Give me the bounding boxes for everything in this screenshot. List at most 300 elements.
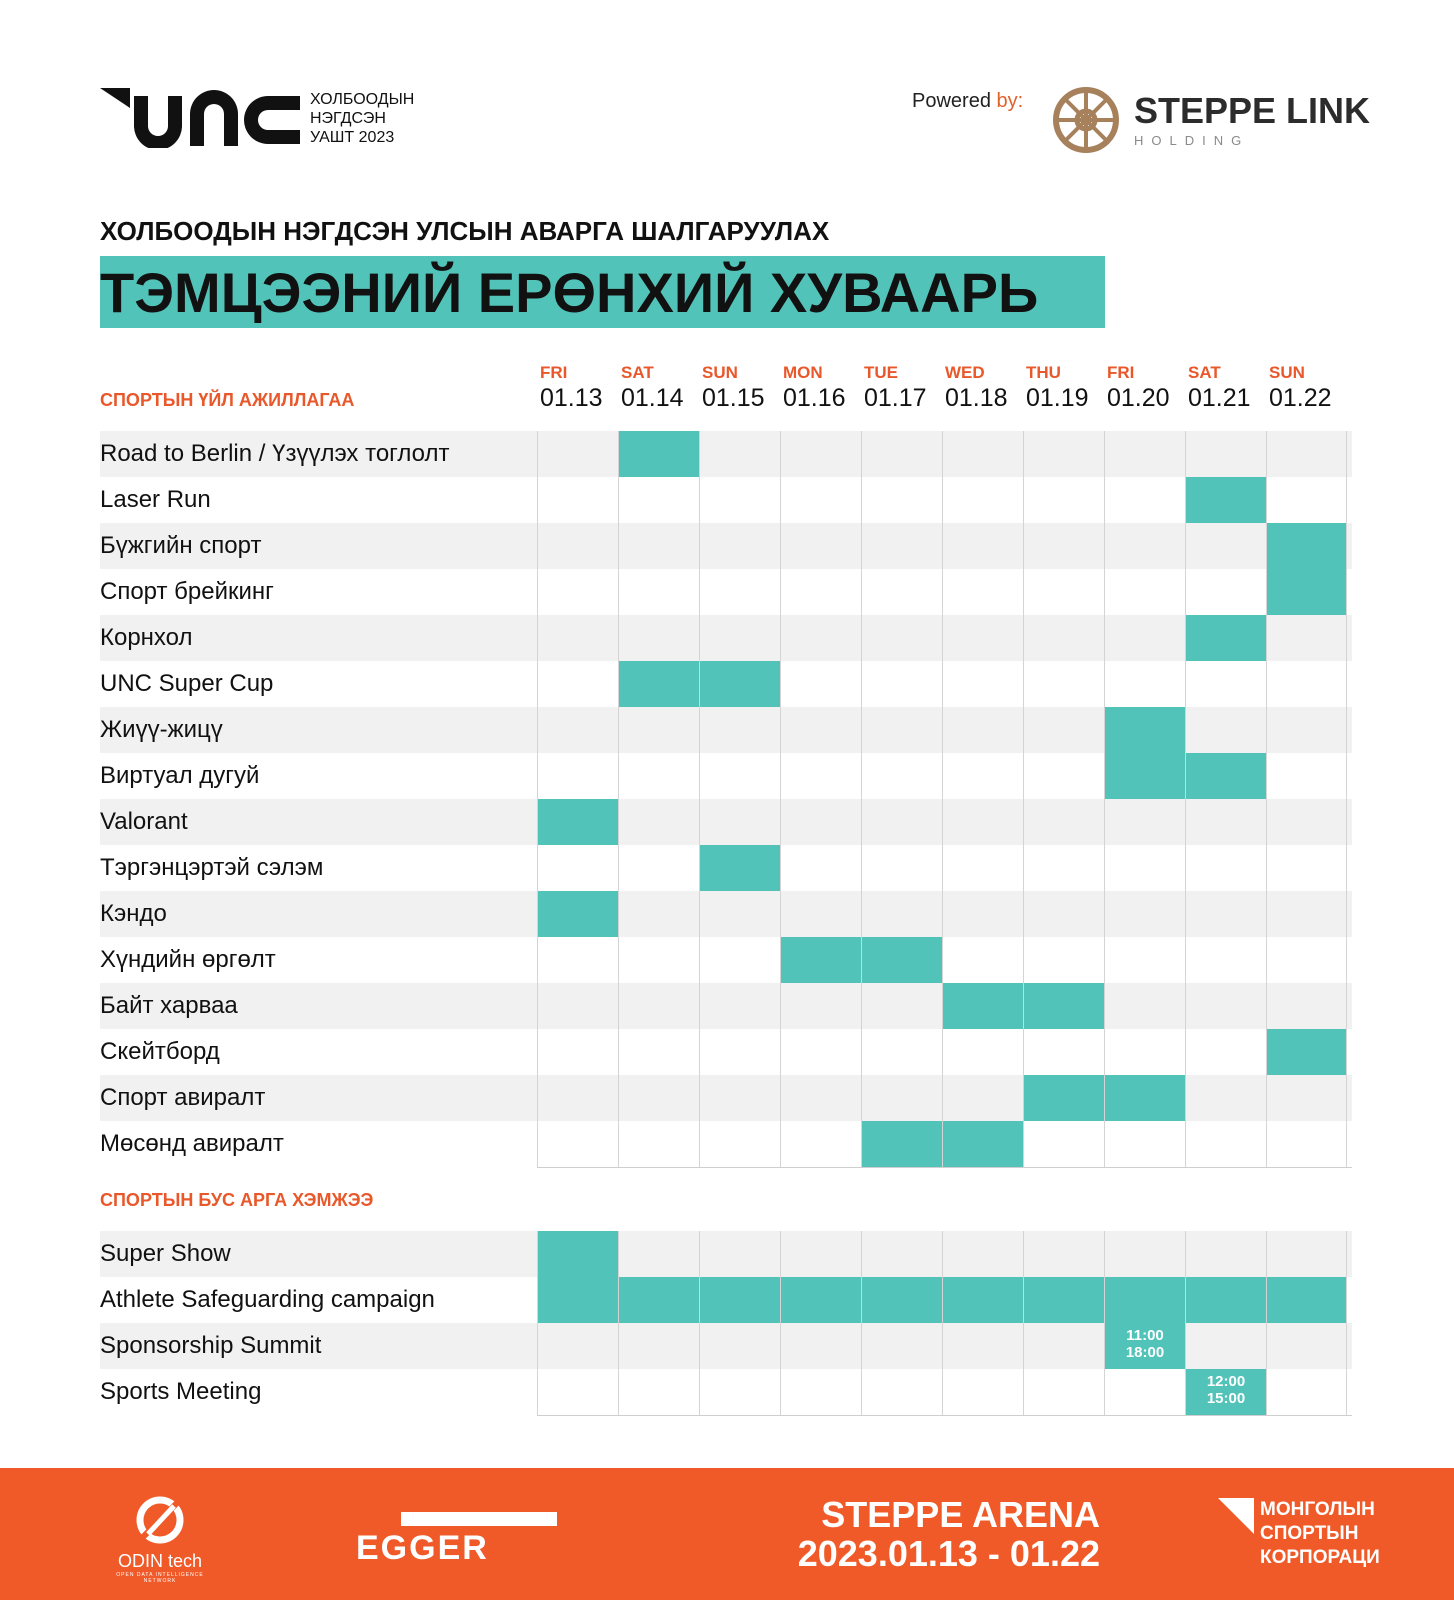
event-label: Хүндийн өргөлт	[100, 946, 276, 973]
scheduled-cell	[1266, 523, 1347, 569]
empty-cell	[618, 1323, 699, 1369]
event-label: Бүжгийн спорт	[100, 532, 262, 559]
empty-cell	[618, 1231, 699, 1277]
day-name: SUN	[702, 363, 738, 382]
empty-cell	[942, 569, 1023, 615]
event-label: Спорт брейкинг	[100, 578, 274, 605]
empty-cell	[699, 1369, 780, 1415]
empty-cell	[861, 891, 942, 937]
scheduled-cell	[1104, 1075, 1185, 1121]
schedule-row	[100, 937, 1352, 983]
empty-cell	[1104, 1121, 1185, 1167]
scheduled-cell	[1104, 1323, 1185, 1369]
day-header	[699, 363, 780, 413]
empty-cell	[1104, 937, 1185, 983]
empty-cell	[1023, 431, 1104, 477]
empty-cell	[1266, 983, 1347, 1029]
event-label: Тэргэнцэртэй сэлэм	[100, 854, 324, 881]
empty-cell	[1185, 1121, 1266, 1167]
empty-cell	[618, 937, 699, 983]
empty-cell	[780, 845, 861, 891]
day-name: SAT	[621, 363, 654, 382]
empty-cell	[618, 753, 699, 799]
scheduled-cell	[1185, 1369, 1266, 1415]
empty-cell	[861, 799, 942, 845]
empty-cell	[780, 799, 861, 845]
event-label: Athlete Safeguarding campaign	[100, 1286, 435, 1313]
empty-cell	[780, 983, 861, 1029]
empty-cell	[1023, 937, 1104, 983]
empty-cell	[942, 615, 1023, 661]
scheduled-cell	[1104, 753, 1185, 799]
empty-cell	[942, 1029, 1023, 1075]
empty-cell	[861, 615, 942, 661]
empty-cell	[618, 1369, 699, 1415]
empty-cell	[861, 707, 942, 753]
empty-cell	[780, 1369, 861, 1415]
day-date: 01.19	[1026, 384, 1089, 412]
empty-cell	[1104, 983, 1185, 1029]
venue-info	[780, 1496, 1100, 1574]
empty-cell	[618, 891, 699, 937]
day-date: 01.16	[783, 384, 846, 412]
empty-cell	[1185, 983, 1266, 1029]
event-time-end: 15:00	[1206, 1390, 1246, 1407]
empty-cell	[699, 799, 780, 845]
schedule-row	[100, 615, 1352, 661]
empty-cell	[1266, 799, 1347, 845]
empty-cell	[1023, 615, 1104, 661]
empty-cell	[1023, 661, 1104, 707]
empty-cell	[780, 523, 861, 569]
empty-cell	[1023, 1323, 1104, 1369]
day-date: 01.18	[945, 384, 1008, 412]
empty-cell	[618, 983, 699, 1029]
empty-cell	[1023, 477, 1104, 523]
empty-cell	[1185, 523, 1266, 569]
empty-cell	[537, 477, 618, 523]
scheduled-cell	[1185, 753, 1266, 799]
empty-cell	[618, 477, 699, 523]
day-name: FRI	[1107, 363, 1135, 382]
empty-cell	[861, 569, 942, 615]
scheduled-cell	[942, 1277, 1023, 1323]
unc-logo-text	[310, 90, 414, 147]
day-name: SUN	[1269, 363, 1305, 382]
empty-cell	[861, 845, 942, 891]
event-time-start: 12:00	[1206, 1373, 1246, 1390]
empty-cell	[1266, 1323, 1347, 1369]
empty-cell	[1023, 1121, 1104, 1167]
grid-bottom-line	[537, 1167, 1352, 1168]
empty-cell	[1104, 615, 1185, 661]
empty-cell	[1104, 799, 1185, 845]
empty-cell	[780, 615, 861, 661]
scheduled-cell	[537, 799, 618, 845]
event-time-start: 11:00	[1126, 1327, 1164, 1344]
day-name: TUE	[864, 363, 898, 382]
empty-cell	[1023, 1369, 1104, 1415]
empty-cell	[1185, 661, 1266, 707]
scheduled-cell	[1185, 1277, 1266, 1323]
empty-cell	[1104, 523, 1185, 569]
empty-cell	[942, 799, 1023, 845]
empty-cell	[1185, 845, 1266, 891]
scheduled-cell	[1104, 707, 1185, 753]
empty-cell	[699, 983, 780, 1029]
schedule-row	[100, 569, 1352, 615]
empty-cell	[861, 477, 942, 523]
empty-cell	[1266, 431, 1347, 477]
steppe-link-logo	[1052, 86, 1370, 154]
empty-cell	[942, 1369, 1023, 1415]
event-label: Жиүү-жицү	[100, 716, 223, 743]
empty-cell	[1104, 569, 1185, 615]
empty-cell	[1185, 569, 1266, 615]
empty-cell	[1104, 891, 1185, 937]
page-title: ТЭМЦЭЭНИЙ ЕРӨНХИЙ ХУВААРЬ	[100, 261, 1039, 324]
scheduled-cell	[1266, 569, 1347, 615]
egger-logo	[356, 1512, 561, 1566]
msk-line-1: МОНГОЛЫН	[1260, 1499, 1375, 1520]
empty-cell	[1023, 1029, 1104, 1075]
empty-cell	[699, 569, 780, 615]
empty-cell	[1185, 431, 1266, 477]
empty-cell	[537, 523, 618, 569]
empty-cell	[780, 707, 861, 753]
empty-cell	[780, 891, 861, 937]
scheduled-cell	[942, 1121, 1023, 1167]
empty-cell	[1266, 661, 1347, 707]
empty-cell	[780, 661, 861, 707]
empty-cell	[780, 1231, 861, 1277]
empty-cell	[699, 1075, 780, 1121]
day-header	[1266, 363, 1347, 413]
event-label: Виртуал дугуй	[100, 762, 260, 789]
empty-cell	[942, 753, 1023, 799]
footer	[0, 1468, 1454, 1600]
day-name: FRI	[540, 363, 568, 382]
msk-logo	[1218, 1498, 1380, 1570]
empty-cell	[1185, 1231, 1266, 1277]
powered-by: by:	[996, 90, 1024, 112]
empty-cell	[537, 431, 618, 477]
wheel-icon	[1052, 86, 1120, 154]
msk-line-3: КОРПОРАЦИ	[1260, 1547, 1380, 1568]
empty-cell	[618, 569, 699, 615]
empty-cell	[861, 753, 942, 799]
empty-cell	[861, 1075, 942, 1121]
empty-cell	[942, 523, 1023, 569]
empty-cell	[1023, 707, 1104, 753]
scheduled-cell	[861, 1121, 942, 1167]
empty-cell	[861, 661, 942, 707]
scheduled-cell	[1266, 1277, 1347, 1323]
schedule-row	[100, 523, 1352, 569]
day-date: 01.13	[540, 384, 603, 412]
empty-cell	[1266, 937, 1347, 983]
empty-cell	[861, 1029, 942, 1075]
day-header	[1104, 363, 1185, 413]
day-date: 01.17	[864, 384, 927, 412]
empty-cell	[1185, 1029, 1266, 1075]
empty-cell	[699, 615, 780, 661]
event-label: Спорт авиралт	[100, 1084, 266, 1111]
sports-section-label: СПОРТЫН ҮЙЛ АЖИЛЛАГАА	[100, 390, 355, 410]
grid-bottom-line	[537, 1415, 1352, 1416]
event-label: Super Show	[100, 1240, 231, 1267]
scheduled-cell	[618, 431, 699, 477]
event-dates: 2023.01.13 - 01.22	[797, 1533, 1100, 1574]
schedule-row	[100, 1029, 1352, 1075]
schedule-row	[100, 707, 1352, 753]
day-date: 01.22	[1269, 384, 1332, 412]
steppe-link-sub: HOLDING	[1134, 132, 1250, 148]
event-label: Кэндо	[100, 900, 167, 927]
empty-cell	[618, 845, 699, 891]
empty-cell	[537, 1075, 618, 1121]
empty-cell	[699, 891, 780, 937]
steppe-link-name: STEPPE LINK	[1134, 89, 1371, 131]
empty-cell	[1185, 707, 1266, 753]
empty-cell	[942, 937, 1023, 983]
msk-logo-icon	[1218, 1498, 1254, 1534]
empty-cell	[1023, 799, 1104, 845]
empty-cell	[861, 1369, 942, 1415]
empty-cell	[1266, 845, 1347, 891]
empty-cell	[942, 1075, 1023, 1121]
empty-cell	[537, 615, 618, 661]
scheduled-cell	[699, 661, 780, 707]
empty-cell	[1104, 431, 1185, 477]
empty-cell	[780, 477, 861, 523]
unc-line-3: УАШТ 2023	[310, 128, 395, 146]
powered-by-label	[912, 90, 1023, 113]
schedule-row	[100, 661, 1352, 707]
empty-cell	[942, 1323, 1023, 1369]
scheduled-cell	[1185, 615, 1266, 661]
empty-cell	[942, 431, 1023, 477]
day-header	[537, 363, 618, 413]
scheduled-cell	[1185, 477, 1266, 523]
odin-name: ODIN tech	[117, 1551, 203, 1571]
event-label: Laser Run	[100, 486, 211, 513]
schedule-row	[100, 477, 1352, 523]
empty-cell	[780, 753, 861, 799]
empty-cell	[1023, 845, 1104, 891]
empty-cell	[699, 707, 780, 753]
day-date: 01.20	[1107, 384, 1170, 412]
day-name: THU	[1026, 363, 1061, 382]
empty-cell	[699, 523, 780, 569]
empty-cell	[1023, 891, 1104, 937]
event-time-end: 18:00	[1125, 1344, 1165, 1361]
day-date: 01.15	[702, 384, 765, 412]
scheduled-cell	[699, 845, 780, 891]
empty-cell	[780, 1323, 861, 1369]
empty-cell	[780, 569, 861, 615]
empty-cell	[1104, 477, 1185, 523]
event-time	[1186, 1373, 1266, 1407]
empty-cell	[699, 477, 780, 523]
unc-logo	[100, 88, 414, 148]
page-subtitle: ХОЛБООДЫН НЭГДСЭН УЛСЫН АВАРГА ШАЛГАРУУЛАХ	[100, 216, 830, 246]
empty-cell	[861, 1231, 942, 1277]
empty-cell	[861, 983, 942, 1029]
event-label: Sports Meeting	[100, 1378, 262, 1405]
day-header	[861, 363, 942, 413]
empty-cell	[1266, 753, 1347, 799]
empty-cell	[942, 661, 1023, 707]
schedule-row	[100, 753, 1352, 799]
schedule-row	[100, 1277, 1352, 1323]
event-label: Корнхол	[100, 624, 193, 651]
empty-cell	[1266, 891, 1347, 937]
empty-cell	[780, 1029, 861, 1075]
empty-cell	[1104, 1369, 1185, 1415]
schedule-row	[100, 1323, 1352, 1369]
scheduled-cell	[537, 1231, 618, 1277]
day-header	[1023, 363, 1104, 413]
empty-cell	[942, 477, 1023, 523]
empty-cell	[618, 1075, 699, 1121]
empty-cell	[861, 431, 942, 477]
empty-cell	[537, 707, 618, 753]
scheduled-cell	[1023, 983, 1104, 1029]
day-date: 01.14	[621, 384, 684, 412]
day-name: MON	[783, 363, 823, 382]
schedule-row	[100, 1231, 1352, 1277]
empty-cell	[618, 523, 699, 569]
empty-cell	[537, 1369, 618, 1415]
schedule-row	[100, 845, 1352, 891]
unc-line-2: НЭГДСЭН	[310, 109, 386, 127]
egger-logo-bar	[401, 1512, 557, 1526]
empty-cell	[699, 1029, 780, 1075]
empty-cell	[1266, 477, 1347, 523]
empty-cell	[699, 431, 780, 477]
scheduled-cell	[1023, 1277, 1104, 1323]
empty-cell	[780, 431, 861, 477]
non-sports-section-label: СПОРТЫН БУС АРГА ХЭМЖЭЭ	[100, 1190, 374, 1210]
empty-cell	[1185, 891, 1266, 937]
empty-cell	[942, 1231, 1023, 1277]
event-label: Байт харваа	[100, 992, 238, 1019]
day-header	[942, 363, 1023, 413]
empty-cell	[699, 753, 780, 799]
event-label: Valorant	[100, 808, 188, 835]
empty-cell	[1266, 615, 1347, 661]
empty-cell	[1104, 845, 1185, 891]
scheduled-cell	[942, 983, 1023, 1029]
scheduled-cell	[780, 937, 861, 983]
empty-cell	[1023, 1231, 1104, 1277]
scheduled-cell	[618, 1277, 699, 1323]
powered-prefix: Powered	[912, 90, 997, 112]
empty-cell	[537, 1121, 618, 1167]
empty-cell	[699, 937, 780, 983]
schedule-row	[100, 1075, 1352, 1121]
scheduled-cell	[537, 891, 618, 937]
empty-cell	[537, 1323, 618, 1369]
msk-line-2: СПОРТЫН	[1260, 1523, 1359, 1544]
scheduled-cell	[861, 1277, 942, 1323]
day-header	[1185, 363, 1266, 413]
unc-line-1: ХОЛБООДЫН	[310, 90, 415, 108]
schedule-row	[100, 431, 1352, 477]
event-label: Sponsorship Summit	[100, 1332, 322, 1359]
scheduled-cell	[780, 1277, 861, 1323]
schedule-row	[100, 983, 1352, 1029]
unc-logo-mark	[100, 88, 300, 148]
empty-cell	[1266, 1075, 1347, 1121]
empty-cell	[537, 937, 618, 983]
egger-name: EGGER	[356, 1529, 489, 1567]
day-header	[618, 363, 699, 413]
scheduled-cell	[861, 937, 942, 983]
empty-cell	[1185, 799, 1266, 845]
empty-cell	[1185, 1075, 1266, 1121]
odin-tech-logo	[100, 1494, 220, 1584]
empty-cell	[942, 845, 1023, 891]
empty-cell	[618, 1121, 699, 1167]
empty-cell	[1266, 1369, 1347, 1415]
empty-cell	[537, 983, 618, 1029]
empty-cell	[699, 1323, 780, 1369]
empty-cell	[1104, 1231, 1185, 1277]
empty-cell	[1185, 1323, 1266, 1369]
empty-cell	[618, 707, 699, 753]
schedule-row	[100, 1121, 1352, 1167]
scheduled-cell	[618, 661, 699, 707]
day-header	[780, 363, 861, 413]
empty-cell	[699, 1121, 780, 1167]
empty-cell	[618, 799, 699, 845]
venue-name: STEPPE ARENA	[821, 1494, 1100, 1535]
empty-cell	[537, 661, 618, 707]
schedule-row	[100, 799, 1352, 845]
scheduled-cell	[1266, 1029, 1347, 1075]
empty-cell	[1104, 1029, 1185, 1075]
empty-cell	[861, 523, 942, 569]
event-time	[1105, 1327, 1185, 1361]
day-name: WED	[945, 363, 985, 382]
empty-cell	[537, 1029, 618, 1075]
event-label: UNC Super Cup	[100, 670, 274, 697]
empty-cell	[1104, 661, 1185, 707]
empty-cell	[780, 1075, 861, 1121]
empty-cell	[1185, 937, 1266, 983]
empty-cell	[1266, 1231, 1347, 1277]
empty-cell	[618, 615, 699, 661]
scheduled-cell	[1104, 1277, 1185, 1323]
scheduled-cell	[537, 1277, 618, 1323]
empty-cell	[1023, 569, 1104, 615]
scheduled-cell	[699, 1277, 780, 1323]
empty-cell	[780, 1121, 861, 1167]
event-label: Мөсөнд авиралт	[100, 1130, 284, 1157]
empty-cell	[618, 1029, 699, 1075]
day-date: 01.21	[1188, 384, 1251, 412]
odin-tagline: OPEN DATA INTELLIGENCE NETWORK	[116, 1572, 204, 1584]
schedule-row	[100, 891, 1352, 937]
empty-cell	[1023, 523, 1104, 569]
empty-cell	[942, 891, 1023, 937]
empty-cell	[537, 753, 618, 799]
empty-cell	[861, 1323, 942, 1369]
empty-cell	[537, 569, 618, 615]
odin-logo-icon	[130, 1494, 190, 1544]
